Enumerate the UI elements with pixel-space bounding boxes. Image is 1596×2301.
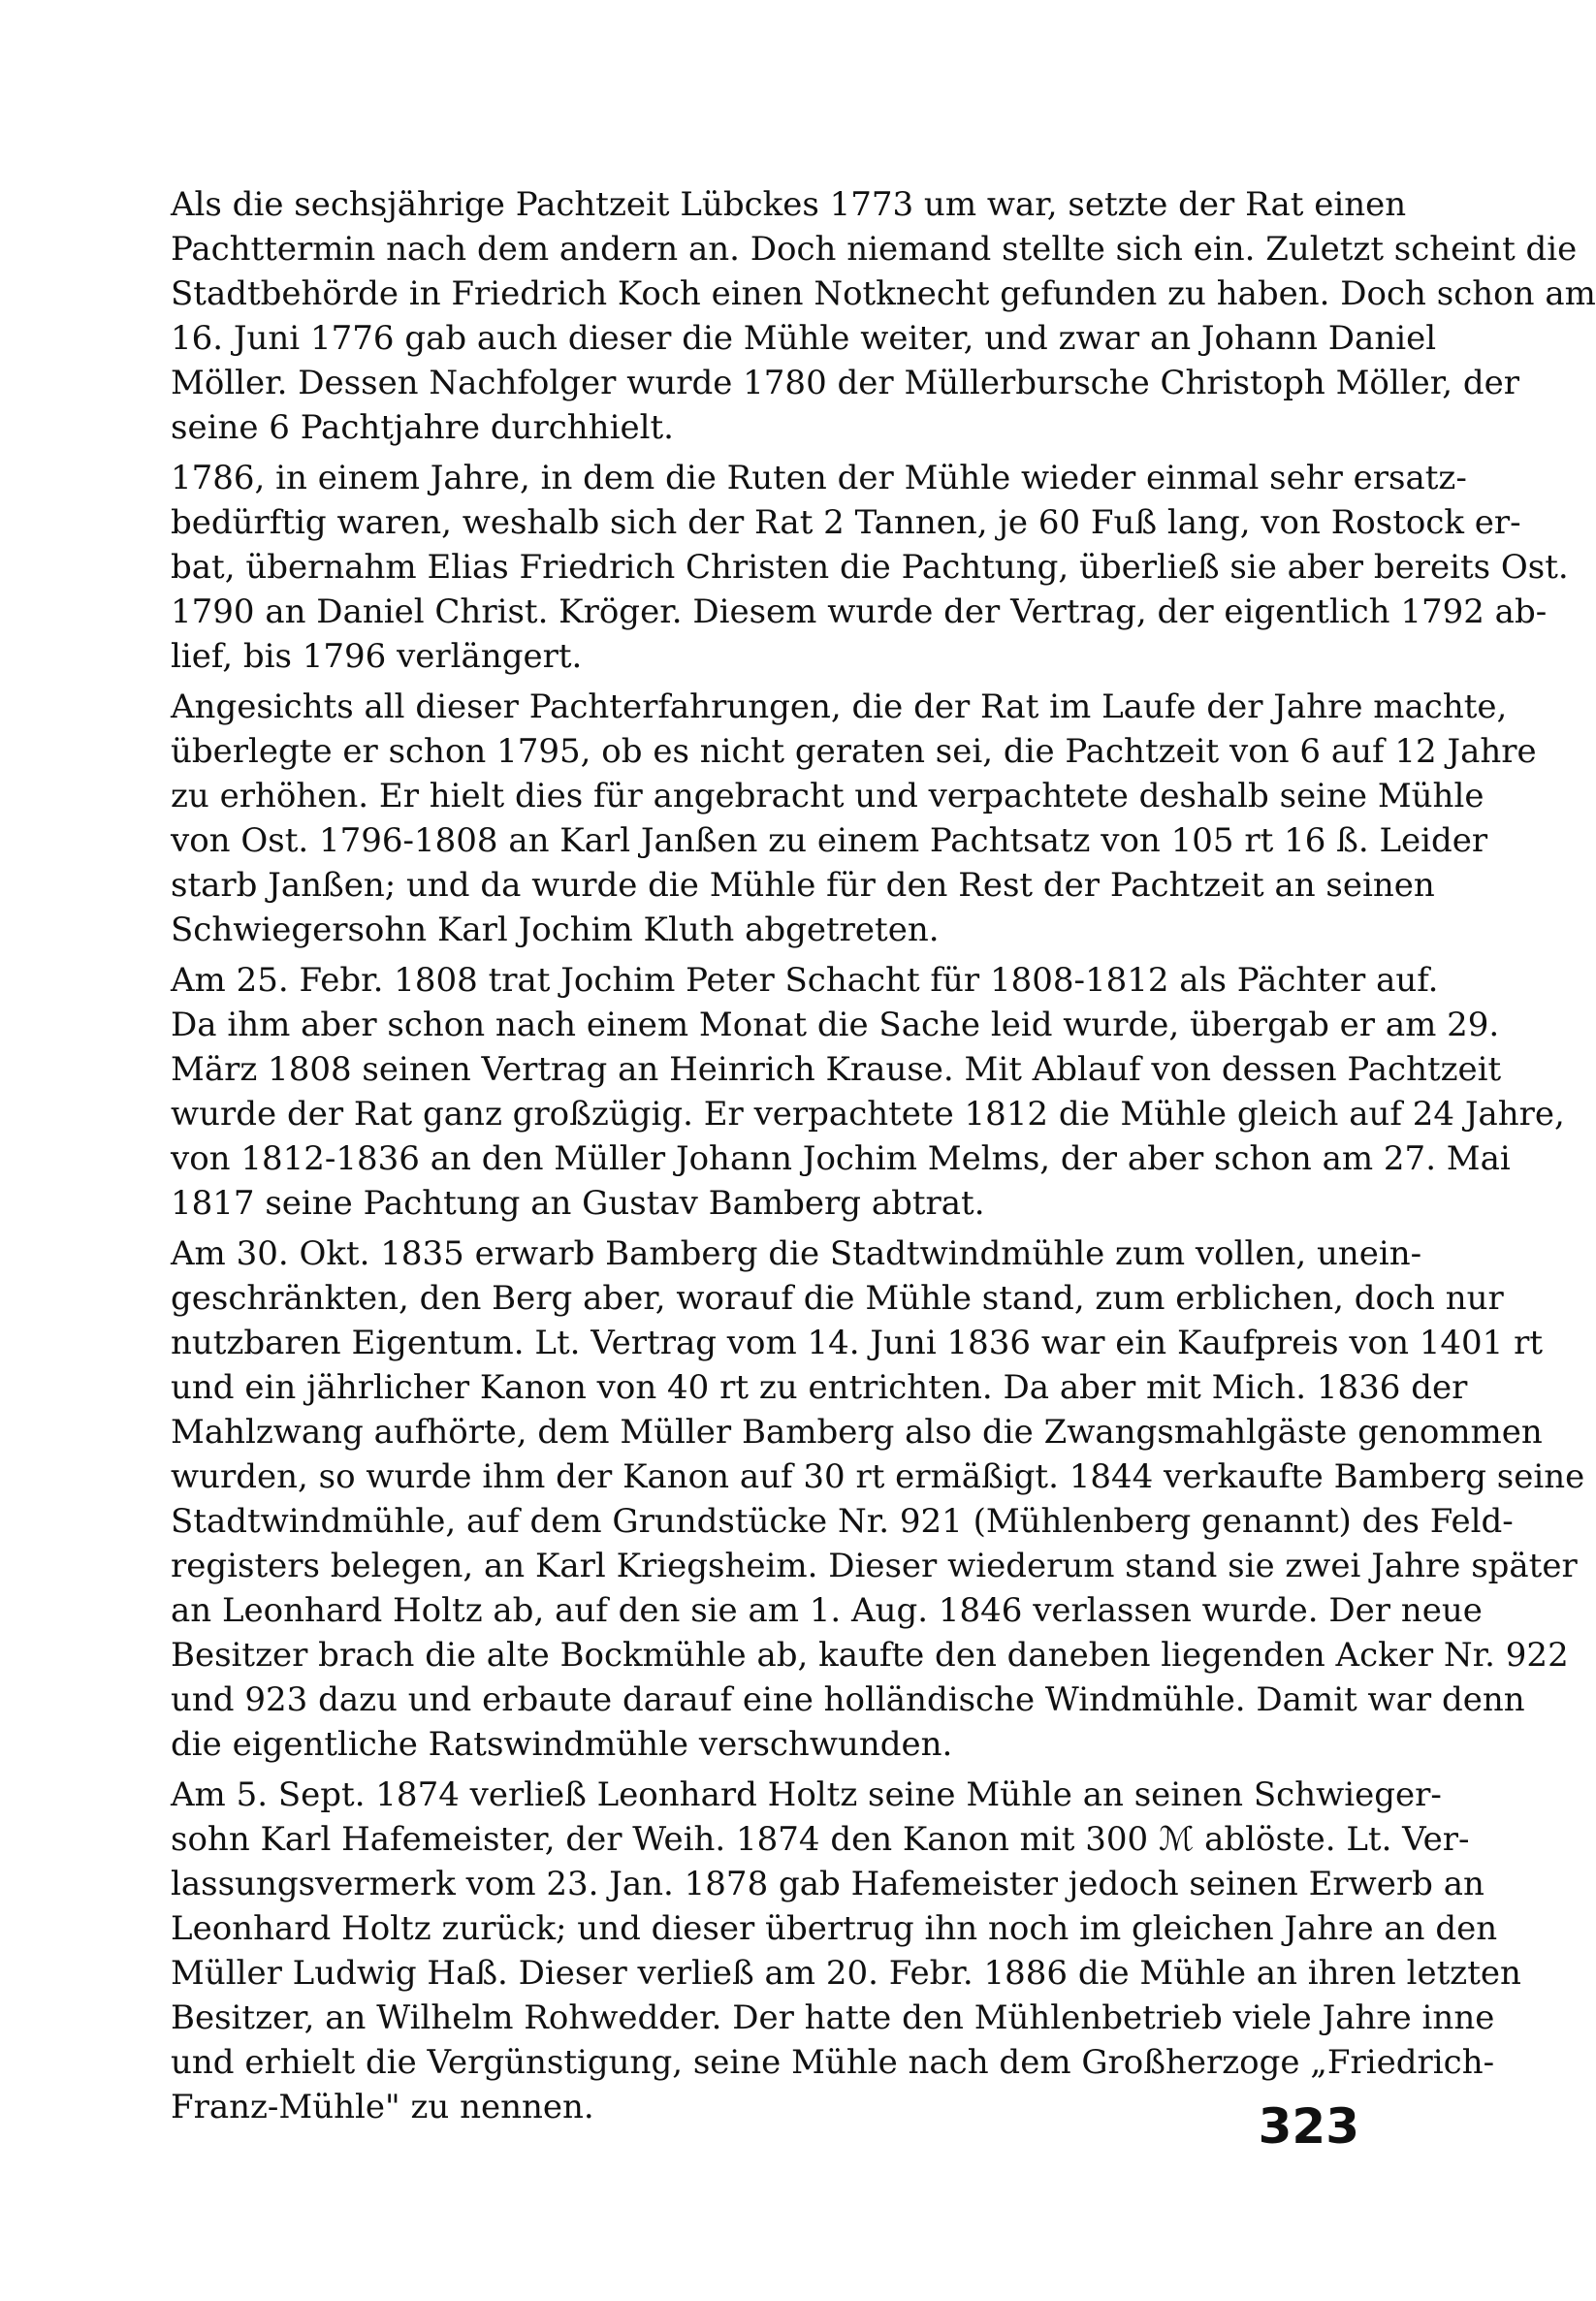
page-number: 323 [1258,2098,1359,2155]
paragraph-5 [171,1231,1585,1767]
text-line: Am 25. Febr. 1808 trat Jochim Peter Schacht für 1808-1812 als Pächter auf. [171,961,1439,1000]
text-line: die eigentliche Ratswindmühle verschwunden. [171,1725,953,1764]
text-line: geschränkten, den Berg aber, worauf die Mühle stand, zum erblichen, doch nur [171,1279,1504,1318]
text-line: Schwiegersohn Karl Jochim Kluth abgetreten. [171,911,940,949]
body-text [171,182,1596,2135]
text-line: 1790 an Daniel Christ. Kröger. Diesem wurde der Vertrag, der eigentlich 1792 ab- [171,592,1548,631]
paragraph-2 [171,456,1569,679]
text-line: von 1812-1836 an den Müller Johann Jochim Melms, der aber schon am 27. Mai [171,1139,1511,1178]
text-line: an Leonhard Holtz ab, auf den sie am 1. Aug. 1846 verlassen wurde. Der neue [171,1591,1483,1630]
text-line: zu erhöhen. Er hielt dies für angebracht und verpachtete deshalb seine Mühle [171,777,1484,815]
text-line: Müller Ludwig Haß. Dieser verließ am 20. Febr. 1886 die Mühle an ihren letzten [171,1954,1521,1993]
text-line: Am 30. Okt. 1835 erwarb Bamberg die Stadtwindmühle zum vollen, unein- [171,1234,1422,1273]
text-line: Angesichts all dieser Pachterfahrungen, die der Rat im Laufe der Jahre machte, [171,687,1508,726]
text-line: lief, bis 1796 verlängert. [171,637,583,676]
text-line: bedürftig waren, weshalb sich der Rat 2 Tannen, je 60 Fuß lang, von Rostock er- [171,503,1521,542]
text-line: lassungsvermerk vom 23. Jan. 1878 gab Hafemeister jedoch seinen Erwerb an [171,1865,1484,1903]
text-line: registers belegen, an Karl Kriegsheim. Dieser wiederum stand sie zwei Jahre später [171,1547,1578,1585]
text-line: Möller. Dessen Nachfolger wurde 1780 der Müllerbursche Christoph Möller, der [171,364,1520,402]
paragraph-1 [171,182,1596,450]
text-line: von Ost. 1796-1808 an Karl Janßen zu einem Pachtsatz von 105 rt 16 ß. Leider [171,821,1488,860]
text-line: Am 5. Sept. 1874 verließ Leonhard Holtz seine Mühle an seinen Schwieger- [171,1775,1442,1814]
paragraph-4 [171,958,1565,1226]
paragraph-3 [171,685,1537,952]
text-line: sohn Karl Hafemeister, der Weih. 1874 den Kanon mit 300 ℳ ablöste. Lt. Ver- [171,1820,1470,1859]
text-line: wurde der Rat ganz großzügig. Er verpachtete 1812 die Mühle gleich auf 24 Jahre, [171,1095,1565,1134]
text-line: 16. Juni 1776 gab auch dieser die Mühle weiter, und zwar an Johann Daniel [171,319,1437,358]
text-line: und 923 dazu und erbaute darauf eine holländische Windmühle. Damit war denn [171,1680,1525,1719]
text-line: überlegte er schon 1795, ob es nicht geraten sei, die Pachtzeit von 6 auf 12 Jahre [171,732,1537,771]
text-line: Leonhard Holtz zurück; und dieser übertrug ihn noch im gleichen Jahre an den [171,1909,1498,1948]
text-line: Stadtbehörde in Friedrich Koch einen Notknecht gefunden zu haben. Doch schon am [171,274,1596,313]
text-line: Stadtwindmühle, auf dem Grundstücke Nr. 921 (Mühlenberg genannt) des Feld- [171,1502,1514,1541]
text-line: bat, übernahm Elias Friedrich Christen die Pachtung, überließ sie aber bereits Ost. [171,548,1569,587]
text-line: und erhielt die Vergünstigung, seine Mühle nach dem Großherzoge „Friedrich- [171,2043,1495,2082]
text-line: starb Janßen; und da wurde die Mühle für den Rest der Pachtzeit an seinen [171,866,1435,905]
text-line: Pachttermin nach dem andern an. Doch niemand stellte sich ein. Zuletzt scheint die [171,230,1578,269]
text-line: wurden, so wurde ihm der Kanon auf 30 rt ermäßigt. 1844 verkaufte Bamberg seine [171,1457,1585,1496]
text-line: Als die sechsjährige Pachtzeit Lübckes 1773 um war, setzte der Rat einen [171,185,1407,224]
text-line: Besitzer, an Wilhelm Rohwedder. Der hatte den Mühlenbetrieb viele Jahre inne [171,1998,1495,2037]
text-line: 1786, in einem Jahre, in dem die Ruten der Mühle wieder einmal sehr ersatz- [171,459,1467,497]
text-line: Da ihm aber schon nach einem Monat die Sache leid wurde, übergab er am 29. [171,1006,1500,1044]
text-line: März 1808 seinen Vertrag an Heinrich Krause. Mit Ablauf von dessen Pachtzeit [171,1050,1502,1089]
text-line: Franz-Mühle" zu nennen. [171,2088,594,2126]
text-line: und ein jährlicher Kanon von 40 rt zu entrichten. Da aber mit Mich. 1836 der [171,1368,1468,1407]
text-line: Mahlzwang aufhörte, dem Müller Bamberg also die Zwangsmahlgäste genommen [171,1413,1543,1452]
text-line: 1817 seine Pachtung an Gustav Bamberg abtrat. [171,1184,985,1223]
text-line: Besitzer brach die alte Bockmühle ab, kaufte den daneben liegenden Acker Nr. 922 [171,1636,1569,1675]
text-line: nutzbaren Eigentum. Lt. Vertrag vom 14. Juni 1836 war ein Kaufpreis von 1401 rt [171,1324,1544,1362]
text-line: seine 6 Pachtjahre durchhielt. [171,408,674,447]
